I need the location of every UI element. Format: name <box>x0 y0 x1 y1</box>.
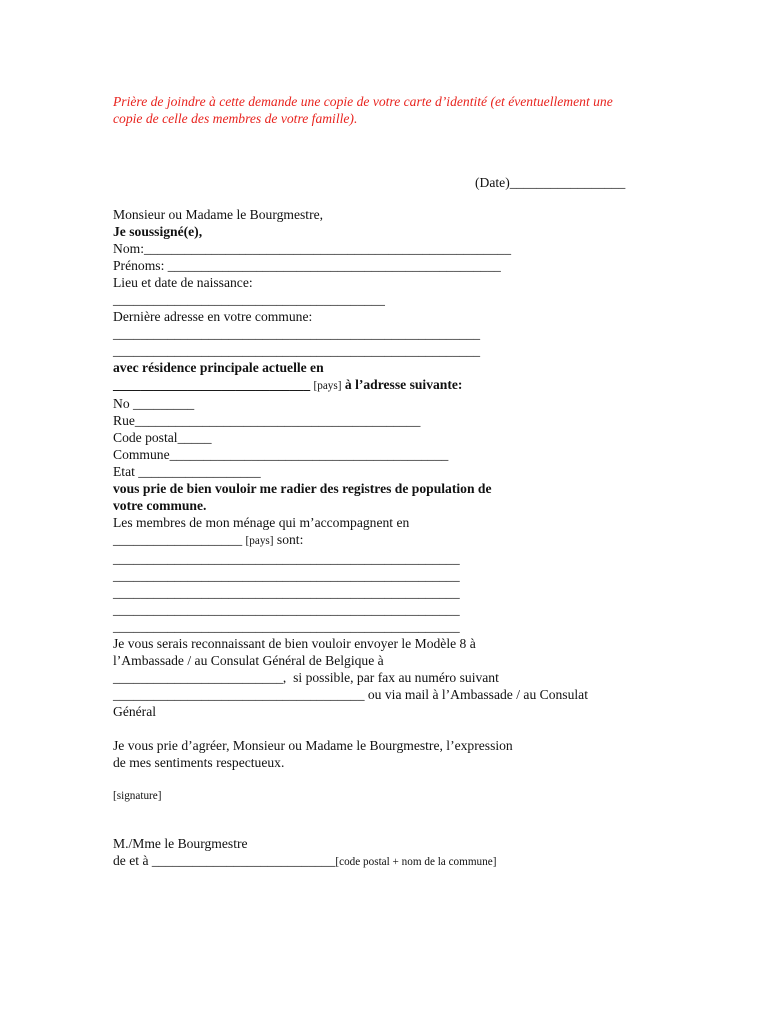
last-address-label: Dernière adresse en votre commune: <box>113 309 313 324</box>
closing-line-2: de mes sentiments respectueux. <box>113 755 285 770</box>
closing-line-1: Je vous prie d’agréer, Monsieur ou Madame le Bourgmestre, l’expression <box>113 738 513 753</box>
household-intro: Les membres de mon ménage qui m’accompagnent en <box>113 515 410 530</box>
state-field: Etat __________________ <box>113 464 261 479</box>
date-field: (Date)_________________ <box>475 175 626 190</box>
request-line-2: votre commune. <box>113 498 207 513</box>
letter-document <box>113 93 673 871</box>
model8-line-4: _____________________________________ ou via mail à l’Ambassade / au Consulat <box>113 687 588 702</box>
household-member-line: ___________________________________________________ <box>113 602 460 617</box>
last-address-blank-1: ______________________________________________________ <box>113 326 481 341</box>
household-country-blank: ___________________ <box>113 532 246 547</box>
commune-field: Commune_________________________________________ <box>113 447 449 462</box>
model8-line-3: _________________________, si possible, par fax au numéro suivant <box>113 670 499 685</box>
household-member-line: ___________________________________________________ <box>113 551 460 566</box>
model8-line-5: Général <box>113 704 157 719</box>
household-country-line <box>113 531 673 550</box>
household-sont: sont: <box>273 532 304 547</box>
residence-address-intro: à l’adresse suivante: <box>341 377 463 392</box>
birth-blank: ________________________________________ <box>113 292 385 307</box>
attachment-note-line1: Prière de joindre à cette demande une copie de votre carte d’identité (et éventuellement une <box>113 94 613 109</box>
street-field: Rue__________________________________________ <box>113 413 421 428</box>
street-number-field: No _________ <box>113 396 195 411</box>
prenoms-field: Prénoms: _________________________________________________ <box>113 258 501 273</box>
residence-heading: avec résidence principale actuelle en <box>113 360 324 375</box>
household-country-tag: [pays] <box>245 535 274 547</box>
mayor-title: M./Mme le Bourgmestre <box>113 836 248 851</box>
signature-placeholder: [signature] <box>113 790 162 802</box>
household-member-line: ___________________________________________________ <box>113 568 460 583</box>
birth-label: Lieu et date de naissance: <box>113 275 253 290</box>
mayor-address-tag: [code postal + nom de la commune] <box>335 856 497 868</box>
last-address-blank-2: ______________________________________________________ <box>113 343 481 358</box>
nom-field: Nom:______________________________________________________ <box>113 241 511 256</box>
salutation: Monsieur ou Madame le Bourgmestre, <box>113 207 324 222</box>
model8-line-2: l’Ambassade / au Consulat Général de Belgique à <box>113 653 384 668</box>
mayor-address-line <box>113 852 673 871</box>
attachment-note-line2: copie de celle des membres de votre famille). <box>113 111 358 126</box>
request-line-1: vous prie de bien vouloir me radier des registres de population de <box>113 481 492 496</box>
residence-country-blank: _____________________________ <box>113 377 314 392</box>
household-member-line: ___________________________________________________ <box>113 585 460 600</box>
undersigned-heading: Je soussigné(e), <box>113 224 203 239</box>
residence-country-line <box>113 376 673 395</box>
mayor-address-blank: de et à ___________________________ <box>113 853 336 868</box>
model8-line-1: Je vous serais reconnaissant de bien vouloir envoyer le Modèle 8 à <box>113 636 476 651</box>
postal-code-field: Code postal_____ <box>113 430 212 445</box>
household-member-line: ___________________________________________________ <box>113 619 460 634</box>
residence-country-tag: [pays] <box>313 380 342 392</box>
